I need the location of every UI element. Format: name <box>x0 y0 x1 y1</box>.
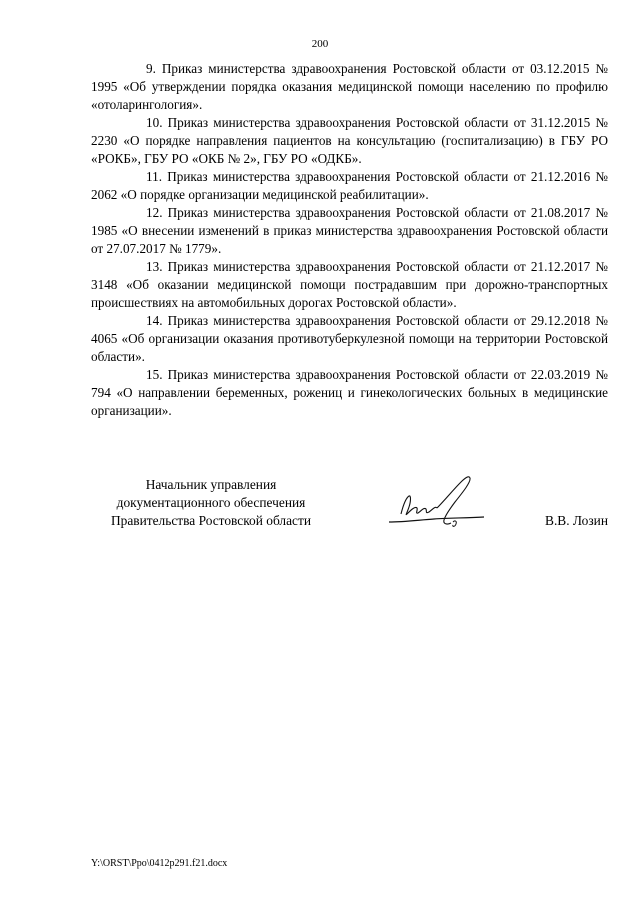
handwritten-signature <box>349 470 499 540</box>
signer-position-line: документационного обеспечения <box>116 495 306 510</box>
signer-position-line: Начальник управления <box>145 477 277 492</box>
list-item: 12. Приказ министерства здравоохранения Ростовской области от 21.08.2017 № 1985 «О внесении изменений в приказ министерства здравоохранения Ростовской области от 27.07.2017 № 1779». <box>91 205 608 256</box>
signature-block <box>91 476 608 546</box>
list-item: 15. Приказ министерства здравоохранения Ростовской области от 22.03.2019 № 794 «О направлении беременных, рожениц и гинекологических больных в медицинские организации». <box>91 367 608 418</box>
page-number: 200 <box>311 38 329 50</box>
signer-position <box>91 476 331 530</box>
list-item: 10. Приказ министерства здравоохранения Ростовской области от 31.12.2015 № 2230 «О порядке направления пациентов на консультацию (госпитализацию) в ГБУ РО «РОКБ», ГБУ РО «ОКБ № 2», ГБУ РО «ОДКБ». <box>91 115 608 166</box>
signer-name: В.В. Лозин <box>545 513 608 528</box>
list-item: 14. Приказ министерства здравоохранения Ростовской области от 29.12.2018 № 4065 «Об организации оказания противотуберкулезной помощи на территории Ростовской области». <box>91 313 608 364</box>
order-list <box>91 60 608 420</box>
file-path: Y:\ORST\Ppo\0412p291.f21.docx <box>91 858 228 869</box>
list-item: 9. Приказ министерства здравоохранения Ростовской области от 03.12.2015 № 1995 «Об утверждении порядка оказания медицинской помощи населению по профилю «отоларингология». <box>91 61 608 112</box>
signer-position-line: Правительства Ростовской области <box>110 513 312 528</box>
list-item: 13. Приказ министерства здравоохранения Ростовской области от 21.12.2017 № 3148 «Об оказании медицинской помощи пострадавшим при дорожно-транспортных происшествиях на автомобильных дорогах Ростовской области». <box>91 259 608 310</box>
list-item: 11. Приказ министерства здравоохранения Ростовской области от 21.12.2016 № 2062 «О порядке организации медицинской реабилитации». <box>91 169 608 202</box>
